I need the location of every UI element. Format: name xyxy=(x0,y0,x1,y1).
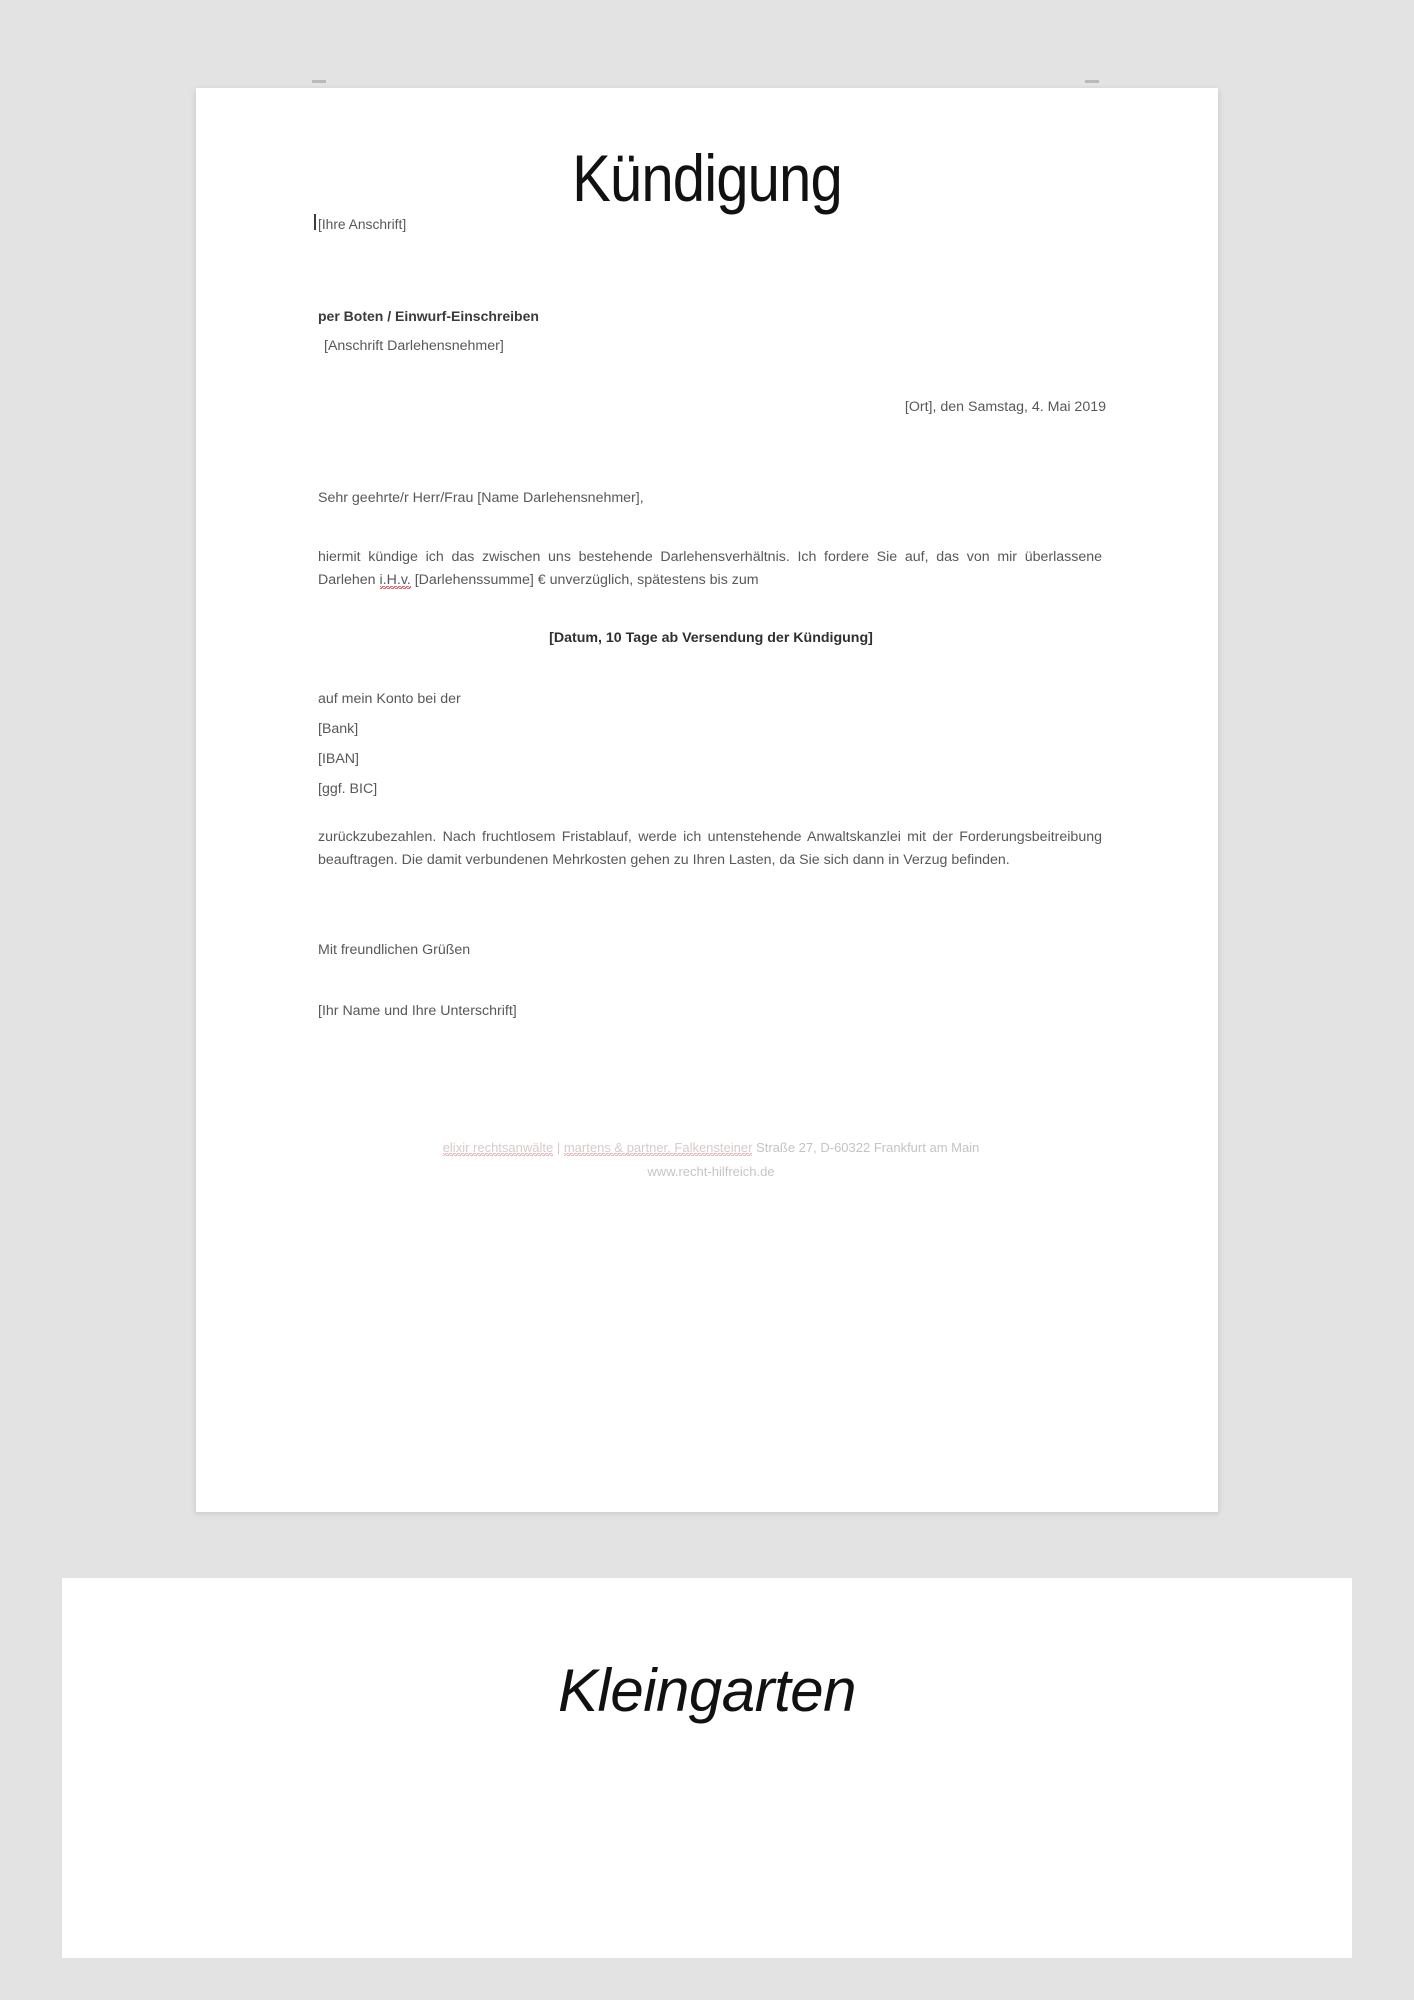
place-and-date-line: [Ort], den Samstag, 4. Mai 2019 xyxy=(904,399,1106,415)
bottom-card xyxy=(62,1578,1352,1958)
spellcheck-word-ihv: i.H.v. xyxy=(379,572,411,588)
document-title: Kündigung xyxy=(572,141,842,215)
signature-placeholder: [Ihr Name und Ihre Unterschrift] xyxy=(318,1003,517,1019)
page-margin-tick-left xyxy=(312,80,326,83)
page-margin-tick-right xyxy=(1085,80,1099,83)
footer-address: Straße 27, D-60322 Frankfurt am Main xyxy=(752,1140,980,1155)
document-footer xyxy=(316,1136,1106,1184)
closing-line: Mit freundlichen Grüßen xyxy=(318,942,471,958)
page-bottom-edge xyxy=(196,1512,1218,1518)
bic-placeholder: [ggf. BIC] xyxy=(318,781,378,797)
iban-placeholder: [IBAN] xyxy=(318,751,359,767)
salutation-line: Sehr geehrte/r Herr/Frau [Name Darlehensnehmer], xyxy=(318,490,644,506)
account-intro-line: auf mein Konto bei der xyxy=(318,691,461,707)
paragraph-1-text-b: [Darlehenssumme] € unverzüglich, spätestens bis zum xyxy=(410,572,759,588)
document-page xyxy=(196,88,1218,1512)
recipient-address-placeholder: [Anschrift Darlehensnehmer] xyxy=(324,338,504,354)
footer-firm-name-2: martens & partner, Falkensteiner xyxy=(563,1140,753,1155)
body-paragraph-1 xyxy=(318,546,1102,592)
footer-firm-name-1: elixir rechtsanwälte xyxy=(442,1140,554,1155)
footer-separator: | xyxy=(553,1140,564,1155)
body-paragraph-2: zurückzubezahlen. Nach fruchtlosem Fristablauf, werde ich untenstehende Anwaltskanzlei mit der Forderungsbeitreibung beauftragen. Die damit verbundenen Mehrkosten gehen zu Ihren Lasten, da Sie sich dann in Verzug befinden. xyxy=(318,829,1102,868)
bottom-card-title: Kleingarten xyxy=(557,1657,857,1724)
paragraph-1-text-a: hiermit kündige ich das zwischen uns bestehende Darlehensverhältnis. Ich fordere Sie auf, das von mir überlassene Darlehen xyxy=(318,549,1102,588)
deadline-placeholder-bold: [Datum, 10 Tage ab Versendung der Kündigung] xyxy=(549,630,873,646)
delivery-method-line: per Boten / Einwurf-Einschreiben xyxy=(318,308,539,324)
sender-address-placeholder: [Ihre Anschrift] xyxy=(318,215,406,236)
bank-placeholder: [Bank] xyxy=(318,721,359,737)
footer-website-url: www.recht-hilfreich.de xyxy=(647,1164,775,1180)
